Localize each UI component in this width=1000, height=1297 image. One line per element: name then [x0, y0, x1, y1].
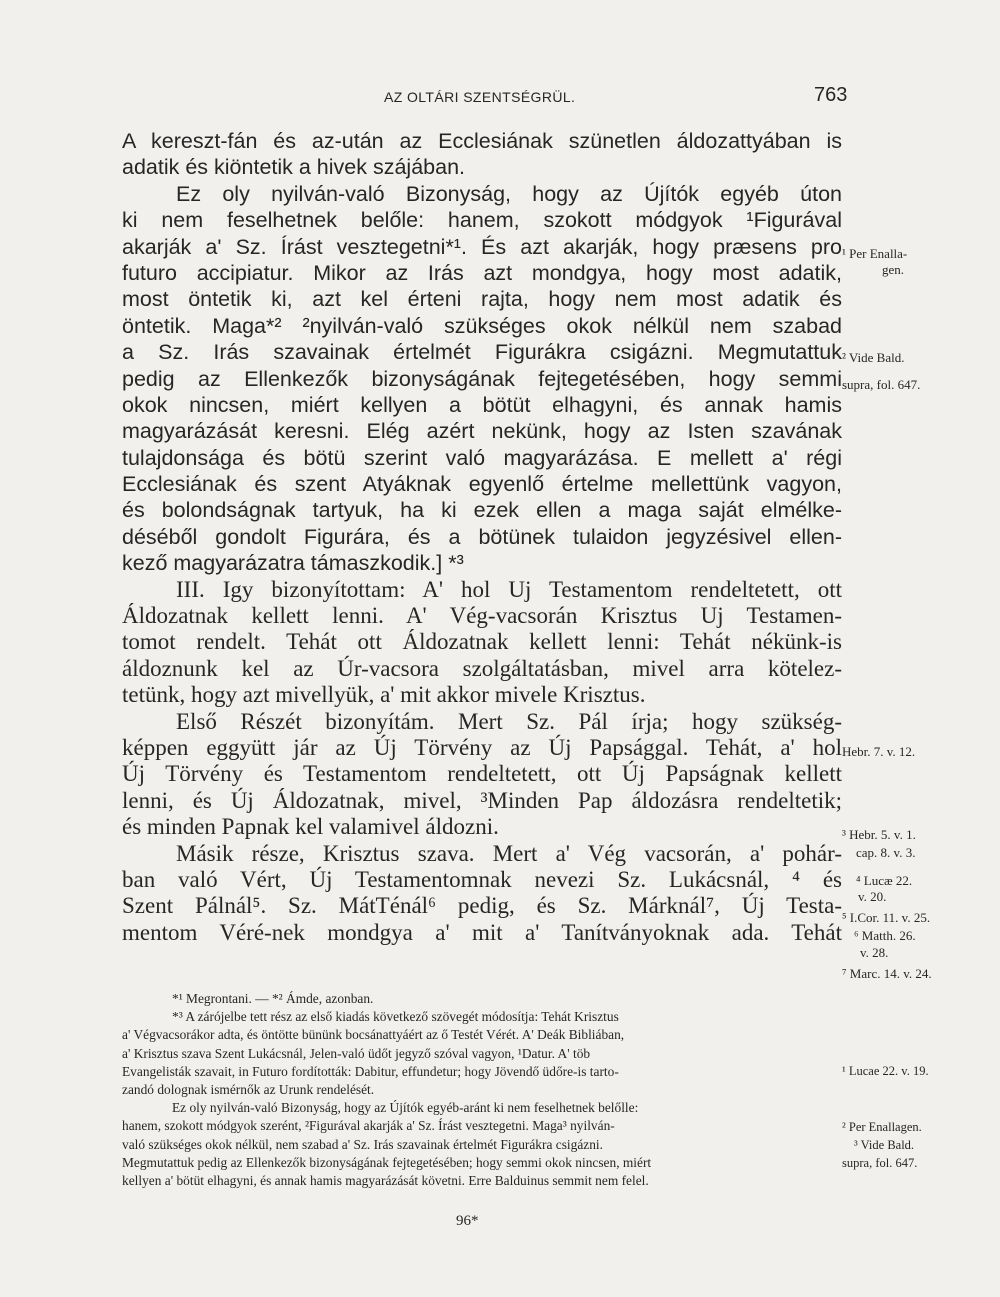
- text-line: tulajdonsága és bötü szerint való magyarázása. E mellett a' régi: [122, 445, 842, 470]
- footnote-line: való szükséges okok nélkül, nem szabad a' Sz. Irás szavainak értelmét Figurákra csigázni.: [122, 1136, 603, 1152]
- text-line: Új Törvény és Testamentom rendeltetett, ott Új Papságnak kellett: [122, 761, 842, 787]
- text-line: öntetik. Maga*² ²nyilván-való szükséges okok nélkül nem szabad: [122, 313, 842, 338]
- text-line: tomot rendelt. Tehát ott Áldozatnak kellett lenni: Tehát nékünk-is: [122, 629, 842, 655]
- text-line: pedig az Ellenkezők bizonyságának fejtegetésében, hogy semmi: [122, 366, 842, 391]
- footnote-line: zandó dolognak ismérnők az Urunk rendelését.: [122, 1081, 375, 1097]
- main-text: [122, 128, 842, 946]
- footnote-line: hanem, szokott módgyok szerént, ²Figurával akarják a' Sz. Írást vesztegetni. Maga³ nyilván-: [122, 1118, 615, 1134]
- footnotes: [122, 990, 842, 1190]
- margin-note: supra, fol. 647.: [842, 1156, 918, 1170]
- signature-mark: 96*: [456, 1213, 479, 1229]
- margin-note: ¹ Per Enalla-: [842, 246, 908, 261]
- margin-note: ³ Hebr. 5. v. 1.: [842, 827, 916, 842]
- margin-note: ² Per Enallagen.: [842, 1120, 922, 1134]
- text-line: és bolondságnak tartyuk, ha ki ezek ellen a maga saját elmélke-: [122, 498, 842, 523]
- text-line: Ecclesiának és szent Atyáknak egyenlő értelme mellettünk vagyon,: [122, 472, 842, 497]
- margin-note: gen.: [882, 262, 905, 277]
- footnote-line: kellyen a' bötüt elhagyni, és annak hamis magyarázását követni. Erre Balduinus semmit nem felel.: [122, 1172, 649, 1188]
- text-line: kező magyarázatra támaszkodik.] *³: [122, 551, 464, 576]
- text-line: Áldozatnak kellett lenni. A' Vég-vacsorán Krisztus Uj Testamen-: [122, 603, 842, 629]
- footnote-line: *¹ Megrontani. — *² Ámde, azonban.: [172, 991, 374, 1006]
- text-line: tetünk, hogy azt mivellyük, a' mit akkor mivele Krisztus.: [122, 682, 646, 708]
- footnote-line: Megmutattuk pedig az Ellenkezők bizonyságának fejtegetésében; hogy semmi okok nincsen, miért: [122, 1154, 652, 1170]
- margin-note: supra, fol. 647.: [842, 377, 921, 392]
- footnote-line: Ez oly nyilván-való Bizonyság, hogy az Újítók egyéb-aránt ki nem feselhetnek belőlle:: [172, 1100, 639, 1116]
- text-line: a Sz. Irás szavainak értelmét Figurákra csigázni. Megmutattuk: [122, 340, 842, 365]
- text-line: okok nincsen, miért kellyen a bötüt elhagyni, és annak hamis: [122, 392, 842, 417]
- margin-note: v. 28.: [860, 945, 889, 960]
- text-line: III. Igy bizonyítottam: A' hol Uj Testamentom rendeltetett, ott: [176, 576, 842, 602]
- text-line: és minden Papnak kel valamivel áldozni.: [122, 814, 499, 840]
- text-line: Első Részét bizonyítám. Mert Sz. Pál írja; hogy szükség-: [176, 708, 842, 734]
- footnote-margin-notes: [842, 1062, 1000, 1172]
- margin-note: v. 20.: [858, 889, 887, 904]
- text-line: ki nem feselhetnek belőle: hanem, szokott módgyok ¹Figurával: [122, 208, 842, 233]
- footnote-line: *³ A zárójelbe tett rész az első kiadás következő szövegét módosítja: Tehát Krisztus: [172, 1009, 619, 1025]
- text-line: Szent Pálnál⁵. Sz. MátTénál⁶ pedig, és Sz. Márknál⁷, Új Testa-: [122, 893, 842, 919]
- text-line: ban való Vért, Új Testamentomnak nevezi Sz. Lukácsnál, ⁴ és: [122, 866, 842, 892]
- margin-note: cap. 8. v. 3.: [856, 845, 916, 860]
- margin-note: ⁶ Matth. 26.: [854, 928, 916, 943]
- running-head: AZ OLTÁRI SZENTSÉGRÜL.: [384, 89, 576, 105]
- page-number: 763: [814, 84, 848, 106]
- margin-note: ² Vide Bald.: [842, 350, 905, 365]
- footnote-line: a' Végvacsorákor adta, és öntötte bününk bocsánattyáért az ő Testét Vérét. A' Deák Bibliában,: [122, 1027, 625, 1043]
- margin-note: ¹ Lucae 22. v. 19.: [842, 1064, 929, 1078]
- text-line: lenni, és Új Áldozatnak, mivel, ³Minden Pap áldozásra rendeltetik;: [122, 787, 842, 813]
- text-line: áldoznunk kel az Úr-vacsora szolgáltatásban, mivel arra kötelez-: [122, 655, 842, 681]
- margin-note: Hebr. 7. v. 12.: [842, 744, 916, 759]
- text-line: A kereszt-fán és az-után az Ecclesiának szünetlen áldozattyában is: [122, 129, 842, 153]
- margin-note: ⁴ Lucæ 22.: [856, 873, 913, 888]
- margin-note: ⁵ I.Cor. 11. v. 25.: [842, 910, 931, 925]
- text-line: akarják a' Sz. Írást vesztegetni*¹. És azt akarják, hogy præsens pro: [122, 234, 842, 259]
- footnote-line: a' Krisztus szava Szent Lukácsnál, Jelen-való üdőt jegyző szóval vagyon, ¹Datur. A' töb: [122, 1045, 591, 1061]
- text-line: most öntetik ki, azt kel érteni rajta, hogy nem most adatik és: [122, 287, 842, 312]
- text-line: mentom Véré-nek mondgya a' mit a' Tanítványoknak ada. Tehát: [122, 919, 842, 945]
- text-line: déséből gondolt Figurára, és a bötünek tulaidon jegyzésivel ellen-: [122, 524, 842, 549]
- text-line: Másik része, Krisztus szava. Mert a' Vég vacsorán, a' pohár-: [176, 840, 842, 866]
- text-line: képpen eggyütt jár az Új Törvény az Új Papsággal. Tehát, a' hol: [122, 734, 842, 760]
- text-line: magyarázását keresni. Elég azért nekünk, hogy az Isten szavának: [122, 419, 842, 444]
- margin-note: ⁷ Marc. 14. v. 24.: [842, 966, 932, 981]
- footnote-line: Evangelisták szavait, in Futuro fordították: Dabitur, effundetur; hogy Jövendő üdőre-is tarto-: [122, 1063, 619, 1079]
- margin-note: ³ Vide Bald.: [854, 1138, 915, 1152]
- text-line: futuro accipiatur. Mikor az Irás azt mondgya, hogy most adatik,: [122, 260, 842, 285]
- text-line: Ez oly nyilván-való Bizonyság, hogy az Újítók egyéb úton: [176, 181, 842, 206]
- text-line: adatik és kiöntetik a hivek szájában.: [122, 155, 466, 180]
